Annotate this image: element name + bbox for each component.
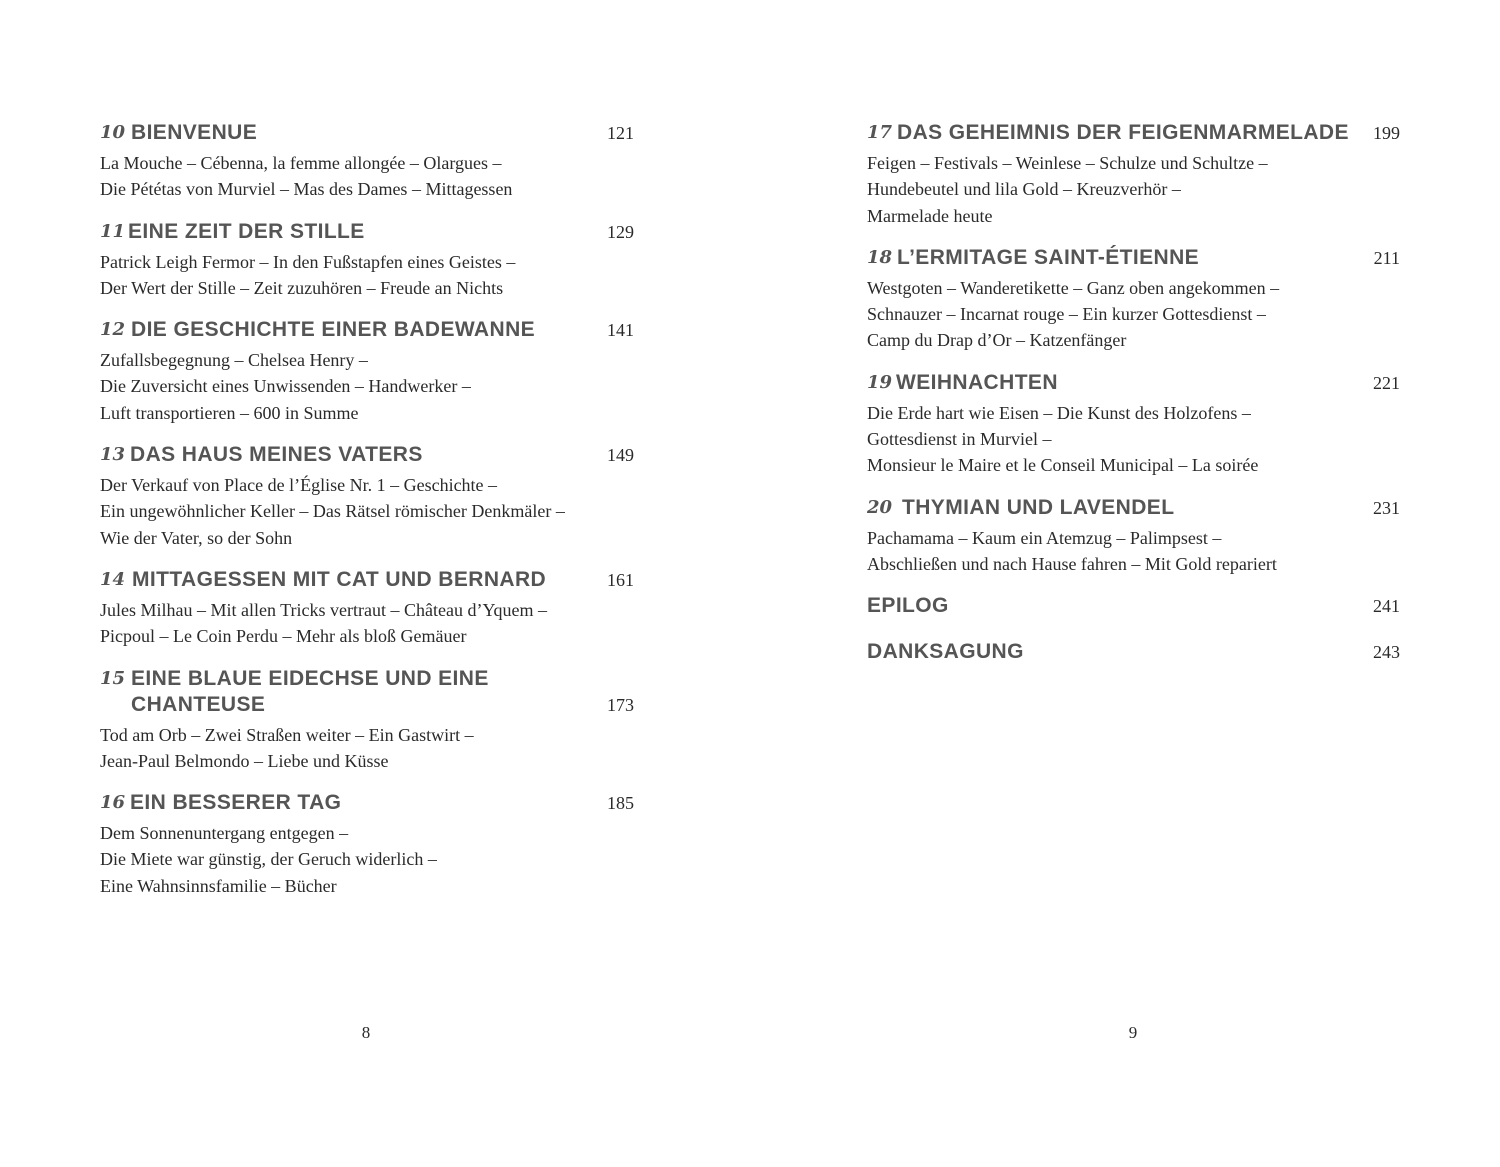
chapter-number: 15 (100, 667, 126, 689)
subtopic-line: Der Verkauf von Place de l’Église Nr. 1 – Geschichte – (100, 475, 498, 496)
chapter-title: EINE BLAUE EIDECHSE UND EINE CHANTEUSE (131, 666, 489, 716)
chapter-subtopics (100, 249, 634, 302)
chapter-title: EPILOG (867, 594, 949, 618)
subtopic-line: Westgoten – Wanderetikette – Ganz oben angekommen – (867, 277, 1280, 298)
subtopic-line: Der Wert der Stille – Zeit zuzuhören – Freude an Nichts (100, 277, 504, 298)
subtopic-line: Dem Sonnenuntergang entgegen – (100, 823, 349, 844)
page-number: 185 (607, 793, 634, 814)
subtopic-line: Hundebeutel und lila Gold – Kreuzverhör – (867, 179, 1181, 200)
page-folio: 9 (1128, 1023, 1138, 1042)
chapter-number: 10 (100, 122, 126, 143)
toc-entry (867, 120, 1400, 229)
toc-entry (867, 370, 1400, 479)
toc-entry (100, 219, 634, 302)
right-page (750, 0, 1500, 1167)
toc-entry (867, 245, 1400, 354)
subtopic-line: Zufallsbegegnung – Chelsea Henry – (100, 350, 368, 371)
chapter-number: 11 (100, 220, 126, 242)
subtopic-line: Eine Wahnsinnsfamilie – Bücher (100, 875, 337, 896)
subtopic-line: La Mouche – Cébenna, la femme allongée – Olargues – (100, 153, 502, 173)
subtopic-line: Ein ungewöhnlicher Keller – Das Rätsel römischer Denkmäler – (100, 501, 565, 522)
subtopic-line: Pachamama – Kaum ein Atemzug – Palimpsest – (867, 527, 1222, 548)
subtopic-line: Camp du Drap d’Or – Katzenfänger (867, 330, 1127, 351)
toc-entry (100, 567, 634, 650)
subtopic-line: Jules Milhau – Mit allen Tricks vertraut – Château d’Yquem – (100, 599, 547, 620)
page-number: 141 (607, 320, 634, 341)
chapter-title: DAS GEHEIMNIS DER FEIGENMARMELADE (897, 121, 1349, 144)
subtopic-line: Die Zuversicht eines Unwissenden – Handwerker – (100, 376, 471, 397)
toc-entry (100, 120, 634, 203)
chapter-subtopics (100, 472, 634, 551)
chapter-title: DANKSAGUNG (867, 640, 1024, 664)
subtopic-line: Marmelade heute (867, 205, 993, 226)
page-number: 173 (607, 694, 634, 715)
chapter-title: MITTAGESSEN MIT CAT UND BERNARD (132, 567, 547, 591)
subtopic-line: Picpoul – Le Coin Perdu – Mehr als bloß Gemäuer (100, 626, 467, 647)
page-number: 241 (1373, 596, 1400, 617)
subtopic-line: Die Miete war günstig, der Geruch widerlich – (100, 849, 437, 870)
toc-entry (100, 666, 634, 775)
chapter-title: WEIHNACHTEN (896, 370, 1058, 394)
subtopic-line: Luft transportieren – 600 in Summe (100, 402, 359, 423)
chapter-subtopics (100, 597, 634, 650)
chapter-title: BIENVENUE (131, 121, 258, 144)
chapter-number: 20 (867, 496, 893, 518)
subtopic-line: Wie der Vater, so der Sohn (100, 527, 293, 548)
chapter-subtopics (100, 722, 634, 775)
toc-column-left (100, 120, 634, 915)
chapter-subtopics (867, 150, 1400, 229)
chapter-number: 18 (867, 246, 893, 268)
toc-column-right (867, 120, 1400, 685)
subtopic-line: Monsieur le Maire et le Conseil Municipal – La soirée (867, 455, 1259, 476)
chapter-subtopics (100, 347, 634, 426)
chapter-number: 12 (100, 319, 126, 341)
chapter-title: THYMIAN UND LAVENDEL (902, 495, 1175, 519)
page-number: 243 (1373, 642, 1400, 663)
page-number: 161 (607, 569, 634, 590)
page-number: 199 (1373, 123, 1400, 143)
subtopic-line: Schnauzer – Incarnat rouge – Ein kurzer Gottesdienst – (867, 304, 1266, 325)
page-number: 211 (1373, 247, 1400, 268)
chapter-number: 16 (100, 792, 126, 814)
chapter-title: DIE GESCHICHTE EINER BADEWANNE (131, 318, 536, 342)
chapter-subtopics (867, 400, 1400, 479)
page-number: 149 (607, 445, 634, 466)
subtopic-line: Abschließen und nach Hause fahren – Mit Gold repariert (867, 553, 1277, 574)
subtopic-line: Die Pététas von Murviel – Mas des Dames – Mittagessen (100, 179, 513, 200)
chapter-title: EIN BESSERER TAG (130, 791, 342, 815)
subtopic-line: Tod am Orb – Zwei Straßen weiter – Ein Gastwirt – (100, 724, 474, 745)
subtopic-line: Die Erde hart wie Eisen – Die Kunst des Holzofens – (867, 402, 1251, 423)
chapter-subtopics (867, 525, 1400, 578)
toc-entry (100, 790, 634, 899)
chapter-title: L’ERMITAGE SAINT-ÉTIENNE (897, 245, 1200, 269)
toc-entry (100, 442, 634, 551)
toc-entry-danksagung (867, 639, 1400, 669)
subtopic-line: Patrick Leigh Fermor – In den Fußstapfen eines Geistes – (100, 251, 516, 272)
page-number: 121 (607, 123, 634, 143)
chapter-number: 19 (867, 371, 893, 393)
subtopic-line: Feigen – Festivals – Weinlese – Schulze und Schultze – (867, 153, 1268, 173)
chapter-subtopics (867, 275, 1400, 354)
page-number: 221 (1373, 372, 1400, 393)
toc-entry (100, 317, 634, 426)
chapter-number: 13 (100, 444, 126, 466)
chapter-number: 14 (100, 568, 126, 590)
chapter-subtopics (100, 820, 634, 899)
subtopic-line: Jean-Paul Belmondo – Liebe und Küsse (100, 750, 389, 771)
page-folio: 8 (361, 1023, 371, 1042)
chapter-title: DAS HAUS MEINES VATERS (130, 443, 423, 467)
page-number: 129 (607, 221, 634, 242)
page-number: 231 (1373, 497, 1400, 518)
chapter-number: 17 (867, 122, 893, 143)
chapter-subtopics (100, 150, 634, 203)
toc-entry-epilog (867, 593, 1400, 623)
chapter-title: EINE ZEIT DER STILLE (128, 219, 365, 243)
toc-entry (867, 495, 1400, 578)
subtopic-line: Gottesdienst in Murviel – (867, 429, 1052, 450)
